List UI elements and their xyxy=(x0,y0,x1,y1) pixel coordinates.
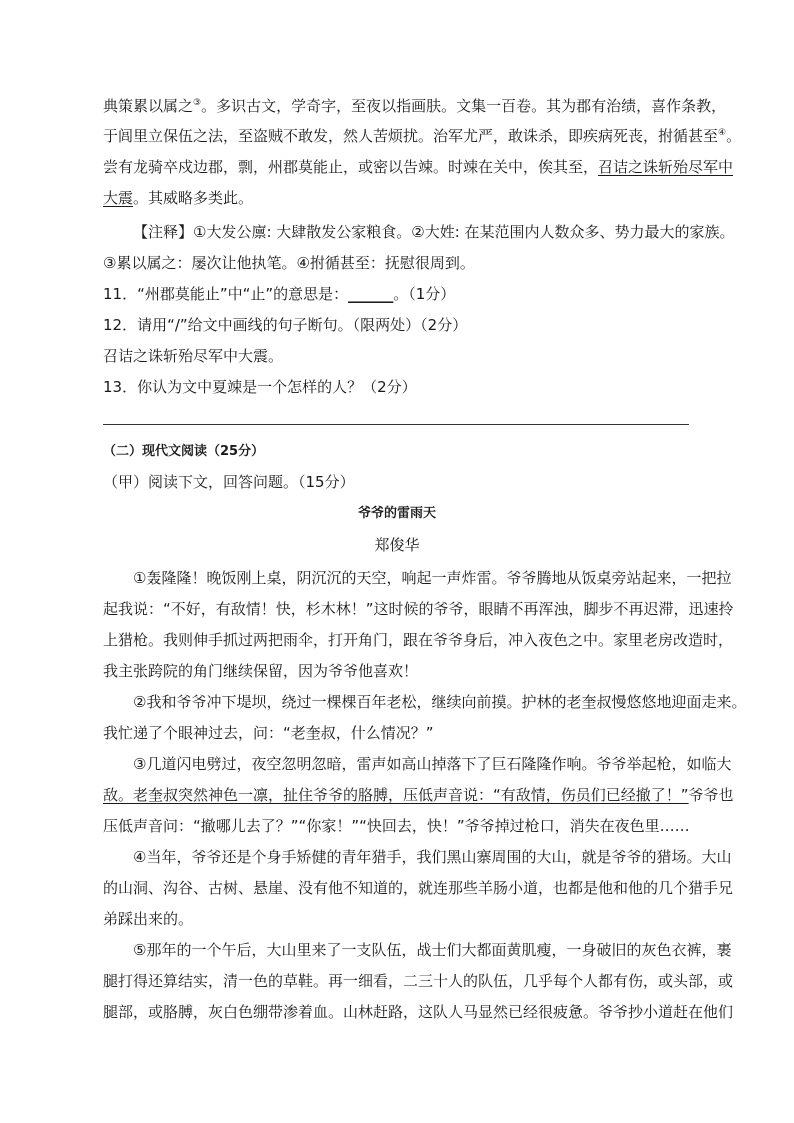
answer-blank: ______ xyxy=(348,285,394,303)
paragraph-line: 腿部，或胳膊，灰白色绷带渗着血。山林赶路，这队人马显然已经很疲惫。爷爷抄小道赶在他们 xyxy=(103,1003,734,1021)
classical-line-2: 于闾里立保伍之法，至盗贼不敢发，然人苦烦扰。治军尤严，敢诛杀，即疾病死丧，拊循甚至④。 xyxy=(103,127,742,145)
classical-line-1: 典策累以属之③。多识古文，学奇字，至夜以指画肤。文集一百卷。其为郡有治绩，喜作条教， xyxy=(103,97,727,115)
paragraph-line: ④当年，爷爷还是个身手矫健的青年猎手，我们黑山寨周围的大山，就是爷爷的猎场。大山 xyxy=(133,848,732,866)
article-author: 郑俊华 xyxy=(374,536,420,554)
paragraph-line: 压低声音问：“撤哪儿去了？”“你家！”“快回去，快！”爷爷掉过枪口，消失在夜色里…… xyxy=(103,817,690,835)
paragraph-line: ①轰隆隆！晚饭刚上桌，阴沉沉的天空，响起一声炸雷。爷爷腾地从饭桌旁站起来，一把拉 xyxy=(133,569,732,587)
question-13: 13．你认为文中夏竦是一个怎样的人？（2分） xyxy=(103,378,417,396)
question-12: 12．请用“/”给文中画线的句子断句。（限两处）（2分） xyxy=(103,316,468,334)
paragraph-line: 我忙递了个眼神过去，问：“老奎叔，什么情况？” xyxy=(103,724,434,742)
paragraph-line-underlined: 敌。老奎叔突然神色一凛，扯住爷爷的胳膊，压低声音说：“有敌情，伤员们已经撤了！”爷爷也 xyxy=(103,786,734,804)
paragraph-line: ⑤那年的一个午后，大山里来了一支队伍，战士们大都面黄肌瘦，一身破旧的灰色衣裤，裹 xyxy=(133,941,732,959)
paragraph-line: 我主张跨院的角门继续保留，因为爷爷他喜欢！ xyxy=(103,662,419,680)
article-title: 爷爷的雷雨天 xyxy=(357,506,436,521)
underlined-sentence-part-2: 大震 xyxy=(103,189,134,207)
section-divider xyxy=(103,424,689,425)
paragraph-line: 起我说：“不好，有敌情！快，杉木林！”这时候的爷爷，眼睛不再浑浊，脚步不再迟滞，迅速拎 xyxy=(103,600,734,618)
section-heading: （二）现代文阅读（25分） xyxy=(103,444,265,459)
annotation-line-1: 【注释】①大发公廪: 大肆散发公家粮食。②大姓: 在某范围内人数众多、势力最大的家族。 xyxy=(133,223,735,241)
note-marker-4: ④ xyxy=(718,128,727,138)
subsection-heading: （甲）阅读下文，回答问题。（15分） xyxy=(103,473,355,491)
note-marker-3: ③ xyxy=(193,98,202,108)
question-11: 11．“州郡莫能止”中“止”的意思是：______。（1分） xyxy=(103,285,456,303)
paragraph-line: 弟踩出来的。 xyxy=(103,910,194,928)
paragraph-line: 腿打得还算结实，清一色的草鞋。再一细看，二三十人的队伍，几乎每个人都有伤，或头部，或 xyxy=(103,972,734,990)
underlined-passage: 敌。老奎叔突然神色一凛，扯住爷爷的胳膊，压低声音说：“有敌情，伤员们已经撤了！” xyxy=(103,786,689,804)
paragraph-line: ③几道闪电劈过，夜空忽明忽暗，雷声如高山掉落下了巨石隆隆作响。爷爷举起枪，如临大 xyxy=(133,755,732,773)
annotation-line-2: ③累以属之：屡次让他执笔。④拊循甚至：抚慰很周到。 xyxy=(103,254,475,272)
paragraph-line: 的山洞、沟谷、古树、悬崖、没有他不知道的，就连那些羊肠小道，也都是他和他的几个猎手兄 xyxy=(103,879,734,897)
classical-line-4: 大震。其威略多类此。 xyxy=(103,189,254,207)
underlined-sentence-part-1: 召诘之诛斩殆尽军中 xyxy=(598,158,734,176)
paragraph-line: ②我和爷爷冲下堤坝，绕过一棵棵百年老松，继续向前摸。护林的老奎叔慢悠悠地迎面走来。 xyxy=(133,693,747,711)
question-12-sentence: 召诘之诛斩殆尽军中大震。 xyxy=(103,347,284,365)
paragraph-line: 上猎枪。我则伸手抓过两把雨伞，打开角门，跟在爷爷身后，冲入夜色之中。家里老房改造时， xyxy=(103,631,734,649)
classical-line-3: 尝有龙骑卒戍边郡，剽，州郡莫能止，或密以告竦。时竦在关中，俟其至，召诘之诛斩殆尽军中 xyxy=(103,158,734,176)
